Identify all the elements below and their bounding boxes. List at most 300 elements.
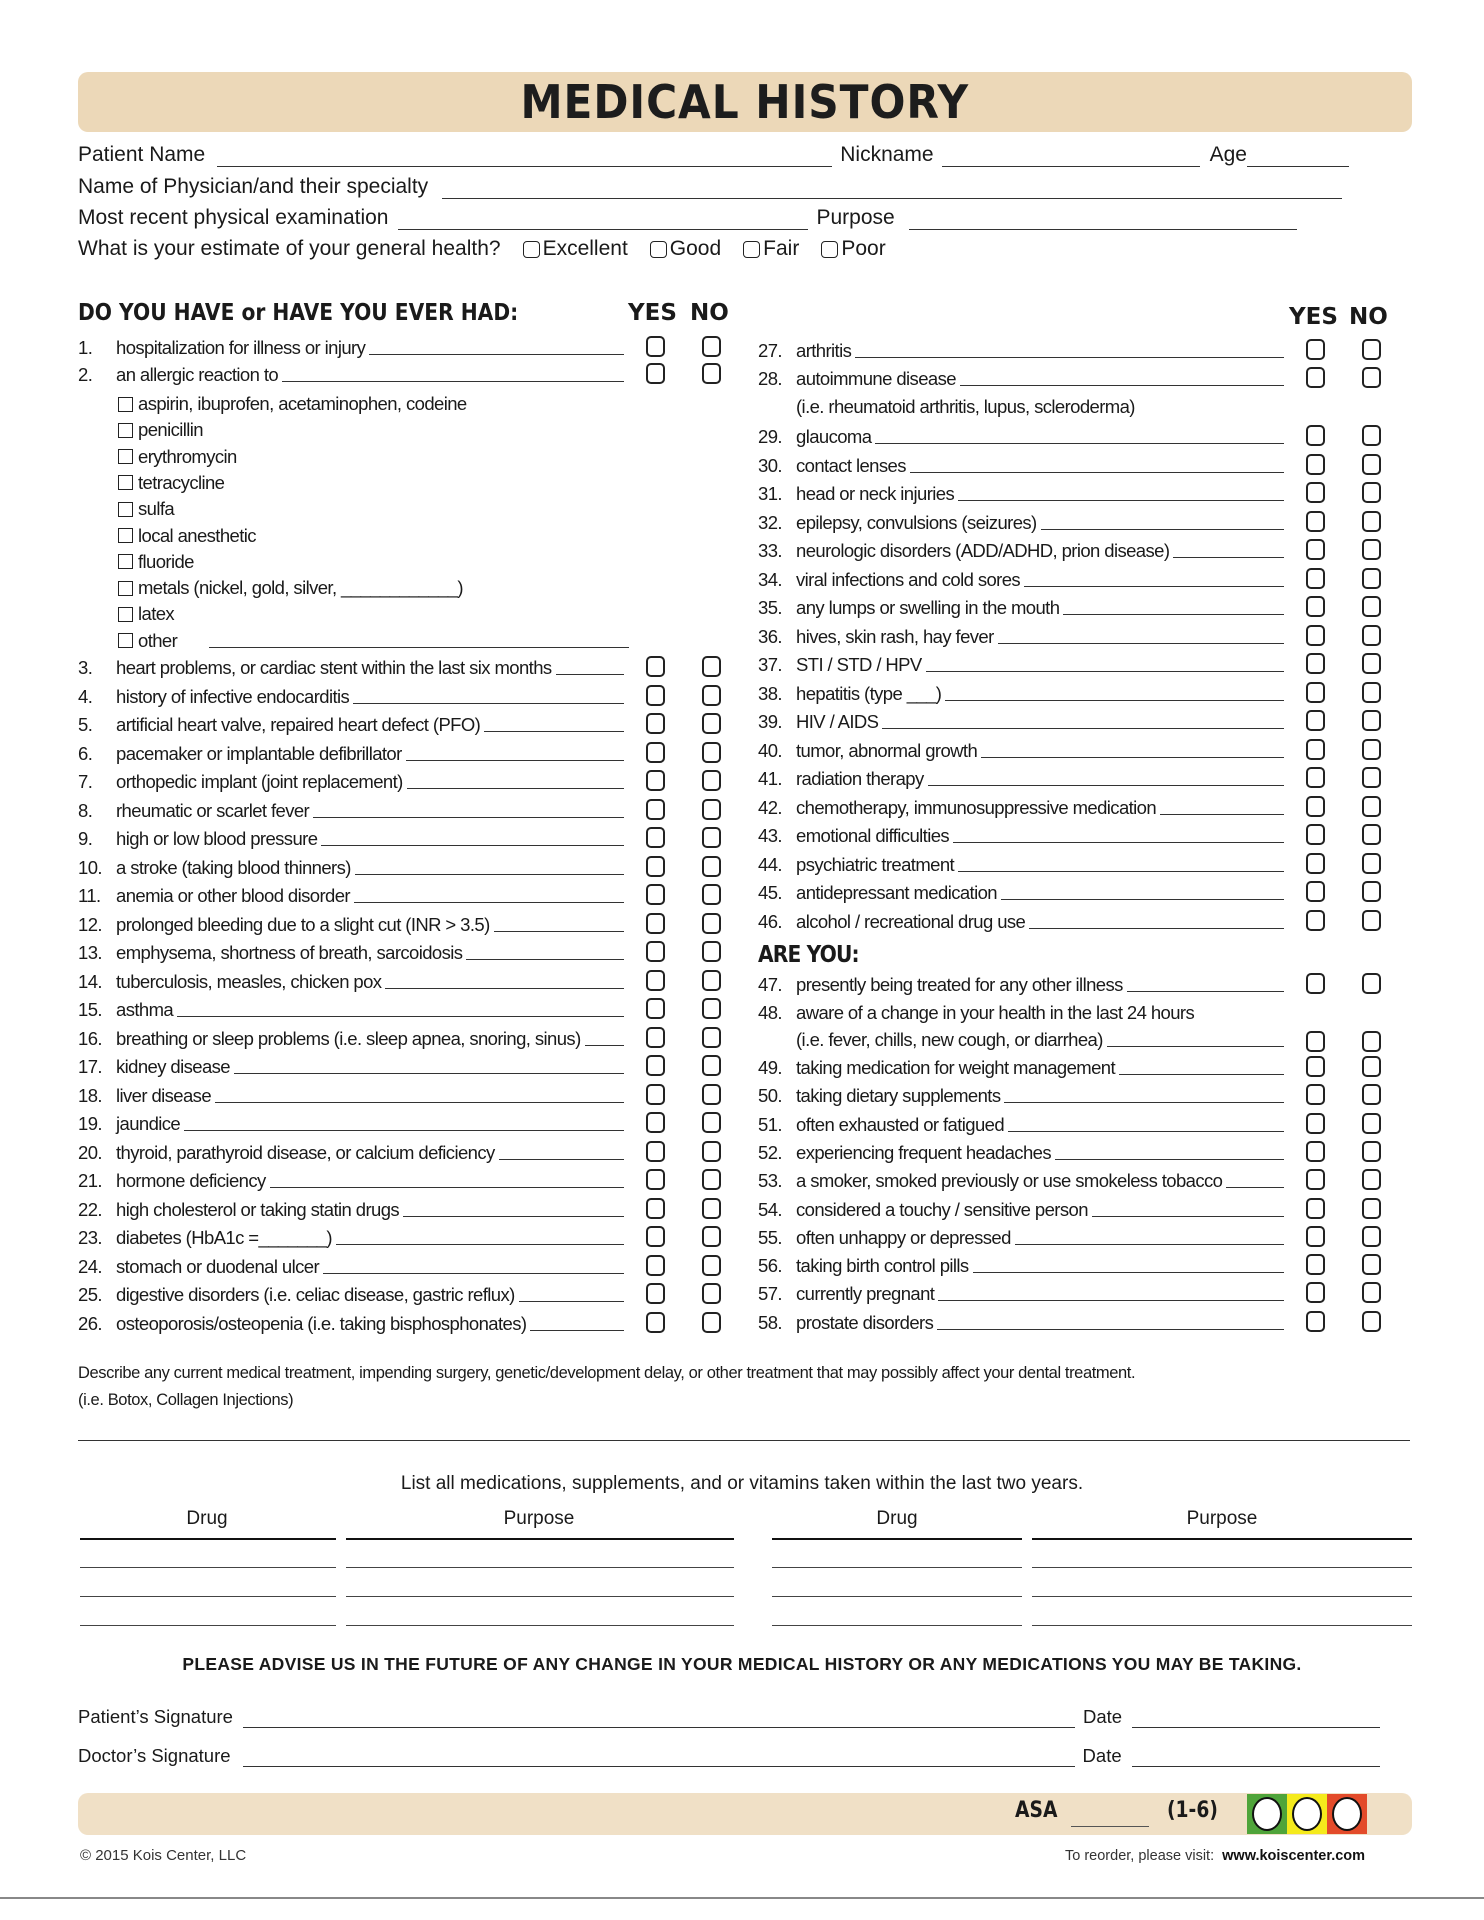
no-checkbox[interactable] xyxy=(1362,367,1381,388)
question-text: thyroid, parathyroid disease, or calcium deficiency xyxy=(116,1141,495,1163)
answer-field[interactable] xyxy=(403,1216,624,1217)
answer-field[interactable] xyxy=(1160,814,1284,815)
answer-field[interactable] xyxy=(369,354,624,355)
yes-checkbox[interactable] xyxy=(646,827,665,848)
no-checkbox[interactable] xyxy=(1362,482,1381,503)
no-checkbox[interactable] xyxy=(1362,1311,1381,1332)
yes-checkbox[interactable] xyxy=(1306,1031,1325,1052)
yes-checkbox[interactable] xyxy=(646,1226,665,1247)
yes-checkbox[interactable] xyxy=(646,1112,665,1133)
purpose-field[interactable] xyxy=(346,1596,734,1597)
patient-signature-label: Patient’s Signature xyxy=(78,1706,233,1727)
no-checkbox[interactable] xyxy=(1362,511,1381,532)
yes-checkbox[interactable] xyxy=(1306,973,1325,994)
yes-checkbox[interactable] xyxy=(646,713,665,734)
answer-field[interactable] xyxy=(282,381,624,382)
answer-field[interactable] xyxy=(926,671,1284,672)
answer-field[interactable] xyxy=(1004,1102,1284,1103)
checkbox-icon[interactable] xyxy=(118,607,133,622)
no-checkbox[interactable] xyxy=(1362,596,1381,617)
no-checkbox[interactable] xyxy=(1362,710,1381,731)
no-checkbox[interactable] xyxy=(702,1055,721,1076)
yes-checkbox[interactable] xyxy=(646,1027,665,1048)
purpose-field[interactable] xyxy=(1032,1596,1412,1597)
answer-field[interactable] xyxy=(938,1300,1284,1301)
checkbox-icon[interactable] xyxy=(118,633,133,648)
drug-field[interactable] xyxy=(80,1596,336,1597)
risk-indicator-yellow[interactable] xyxy=(1287,1794,1327,1834)
question-row xyxy=(78,796,624,822)
purpose-field[interactable] xyxy=(1032,1625,1412,1626)
answer-field[interactable] xyxy=(1015,1244,1284,1245)
no-checkbox[interactable] xyxy=(1362,1084,1381,1105)
question-row xyxy=(758,1053,1284,1079)
question-row xyxy=(758,907,1284,933)
reorder-link[interactable]: www.koiscenter.com xyxy=(1222,1848,1366,1864)
answer-field[interactable] xyxy=(998,643,1284,644)
circle-icon xyxy=(1252,1797,1282,1831)
question-row xyxy=(758,451,1284,477)
drug-field[interactable] xyxy=(772,1596,1022,1597)
question-row xyxy=(78,1252,624,1278)
yes-checkbox[interactable] xyxy=(1306,824,1325,845)
no-checkbox[interactable] xyxy=(702,856,721,877)
no-checkbox[interactable] xyxy=(702,1226,721,1247)
nickname-field[interactable] xyxy=(942,149,1200,167)
allergy-option[interactable]: sulfa xyxy=(118,498,174,520)
advisory-notice: PLEASE ADVISE US IN THE FUTURE OF ANY CHANGE IN YOUR MEDICAL HISTORY OR ANY MEDICATIONS YOU MAY BE TAKING. xyxy=(182,1654,1302,1674)
no-checkbox[interactable] xyxy=(1362,682,1381,703)
purpose-field[interactable] xyxy=(1032,1567,1412,1568)
yes-checkbox[interactable] xyxy=(1306,1254,1325,1275)
answer-field[interactable] xyxy=(530,1330,624,1331)
answer-field[interactable] xyxy=(323,1273,624,1274)
question-text: currently pregnant xyxy=(796,1283,935,1305)
page-title: MEDICAL HISTORY xyxy=(520,75,970,129)
health-option-poor[interactable]: Poor xyxy=(821,237,885,261)
answer-field[interactable] xyxy=(1092,1216,1284,1217)
yes-checkbox[interactable] xyxy=(646,1169,665,1190)
yes-checkbox[interactable] xyxy=(646,1312,665,1333)
answer-field[interactable] xyxy=(519,1301,624,1302)
answer-field[interactable] xyxy=(937,1329,1284,1330)
no-checkbox[interactable] xyxy=(702,685,721,706)
purpose-field[interactable] xyxy=(346,1625,734,1626)
circle-icon xyxy=(1292,1797,1322,1831)
yes-checkbox[interactable] xyxy=(1306,454,1325,475)
answer-field[interactable] xyxy=(184,1130,624,1131)
answer-field[interactable] xyxy=(1107,1046,1284,1047)
no-checkbox[interactable] xyxy=(702,713,721,734)
yes-checkbox[interactable] xyxy=(1306,1084,1325,1105)
yes-checkbox[interactable] xyxy=(1306,1311,1325,1332)
no-checkbox[interactable] xyxy=(1362,1254,1381,1275)
question-row xyxy=(78,360,624,386)
yes-checkbox[interactable] xyxy=(1306,539,1325,560)
yes-checkbox[interactable] xyxy=(646,884,665,905)
answer-field[interactable] xyxy=(960,385,1284,386)
answer-field[interactable] xyxy=(484,731,624,732)
yes-checkbox[interactable] xyxy=(1306,682,1325,703)
no-checkbox[interactable] xyxy=(1362,1198,1381,1219)
no-checkbox[interactable] xyxy=(702,1027,721,1048)
answer-field[interactable] xyxy=(882,728,1284,729)
no-checkbox[interactable] xyxy=(1362,1056,1381,1077)
answer-field[interactable] xyxy=(1008,1131,1284,1132)
question-note: (i.e. fever, chills, new cough, or diarrhea) xyxy=(796,1025,1284,1051)
exam-label: Most recent physical examination xyxy=(78,206,389,229)
no-checkbox[interactable] xyxy=(702,770,721,791)
no-checkbox[interactable] xyxy=(1362,796,1381,817)
checkbox-icon[interactable] xyxy=(118,528,133,543)
no-checkbox[interactable] xyxy=(1362,1141,1381,1162)
no-checkbox[interactable] xyxy=(1362,425,1381,446)
no-checkbox[interactable] xyxy=(702,1084,721,1105)
no-checkbox[interactable] xyxy=(1362,454,1381,475)
answer-field[interactable] xyxy=(875,443,1284,444)
purpose-field[interactable] xyxy=(346,1567,734,1568)
answer-field[interactable] xyxy=(234,1073,624,1074)
question-row xyxy=(78,1138,624,1164)
no-checkbox[interactable] xyxy=(1362,1169,1381,1190)
no-checkbox[interactable] xyxy=(1362,1113,1381,1134)
answer-field[interactable] xyxy=(1173,557,1284,558)
purpose-column-header-1: Purpose xyxy=(503,1508,575,1529)
question-text: arthritis xyxy=(796,340,852,361)
answer-field[interactable] xyxy=(494,931,624,932)
yes-checkbox[interactable] xyxy=(1306,1169,1325,1190)
patient-name-field[interactable] xyxy=(217,149,832,167)
answer-field[interactable] xyxy=(1041,529,1284,530)
question-number: 58. xyxy=(758,1311,782,1333)
checkbox-icon[interactable] xyxy=(118,554,133,569)
yes-checkbox[interactable] xyxy=(1306,910,1325,931)
answer-field[interactable] xyxy=(177,1016,624,1017)
answer-field[interactable] xyxy=(973,1272,1284,1273)
physician-field[interactable] xyxy=(442,181,1342,199)
question-text: taking birth control pills xyxy=(796,1255,969,1277)
checkbox-icon[interactable] xyxy=(821,241,838,258)
question-text: tuberculosis, measles, chicken pox xyxy=(116,970,382,992)
drug-column-header-2: Drug xyxy=(876,1508,918,1529)
no-checkbox[interactable] xyxy=(702,799,721,820)
yes-checkbox[interactable] xyxy=(1306,1141,1325,1162)
answer-field[interactable] xyxy=(499,1159,624,1160)
allergy-option[interactable]: other xyxy=(118,630,629,652)
allergy-option[interactable]: aspirin, ibuprofen, acetaminophen, codeine xyxy=(118,393,467,415)
no-checkbox[interactable] xyxy=(702,1112,721,1133)
answer-field[interactable] xyxy=(1055,1159,1284,1160)
yes-checkbox[interactable] xyxy=(646,685,665,706)
risk-indicator-green[interactable] xyxy=(1247,1794,1287,1834)
question-row xyxy=(78,682,624,708)
allergy-option[interactable]: local anesthetic xyxy=(118,525,256,547)
no-checkbox[interactable] xyxy=(1362,625,1381,646)
patient-signature-field[interactable] xyxy=(243,1710,1075,1728)
question-number: 21. xyxy=(78,1170,102,1191)
no-checkbox[interactable] xyxy=(702,1169,721,1190)
no-checkbox[interactable] xyxy=(1362,1031,1381,1052)
answer-field[interactable] xyxy=(1001,899,1284,900)
no-checkbox[interactable] xyxy=(702,941,721,962)
yes-checkbox[interactable] xyxy=(1306,1282,1325,1303)
answer-field[interactable] xyxy=(313,817,624,818)
yes-checkbox[interactable] xyxy=(646,856,665,877)
doctor-date-field[interactable] xyxy=(1132,1749,1380,1767)
checkbox-icon[interactable] xyxy=(118,449,133,464)
question-row xyxy=(758,565,1284,591)
yes-checkbox[interactable] xyxy=(1306,482,1325,503)
no-checkbox[interactable] xyxy=(1362,973,1381,994)
yes-checkbox[interactable] xyxy=(1306,710,1325,731)
checkbox-icon[interactable] xyxy=(118,475,133,490)
question-text: pacemaker or implantable defibrillator xyxy=(116,742,402,764)
yes-checkbox[interactable] xyxy=(646,1055,665,1076)
yes-checkbox[interactable] xyxy=(1306,796,1325,817)
question-row xyxy=(758,736,1284,762)
question-text: glaucoma xyxy=(796,426,872,447)
no-checkbox[interactable] xyxy=(702,742,721,763)
yes-checkbox[interactable] xyxy=(1306,625,1325,646)
no-checkbox[interactable] xyxy=(702,884,721,905)
yes-checkbox[interactable] xyxy=(646,742,665,763)
drug-field[interactable] xyxy=(80,1625,336,1626)
allergy-option[interactable]: tetracycline xyxy=(118,472,224,494)
answer-field[interactable] xyxy=(953,842,1284,843)
drug-field[interactable] xyxy=(80,1567,336,1568)
question-number: 49. xyxy=(758,1057,782,1078)
no-checkbox[interactable] xyxy=(1362,653,1381,674)
question-row xyxy=(758,1110,1284,1136)
checkbox-icon[interactable] xyxy=(118,581,133,596)
question-number: 18. xyxy=(78,1084,102,1106)
no-checkbox[interactable] xyxy=(1362,568,1381,589)
question-number: 4. xyxy=(78,685,93,707)
question-number: 43. xyxy=(758,825,782,846)
no-checkbox[interactable] xyxy=(1362,853,1381,874)
yes-checkbox[interactable] xyxy=(1306,1198,1325,1219)
question-text: radiation therapy xyxy=(796,768,924,789)
yes-checkbox[interactable] xyxy=(646,1084,665,1105)
no-column-header-right: NO xyxy=(1349,304,1388,330)
yes-checkbox[interactable] xyxy=(646,1198,665,1219)
question-row xyxy=(78,1195,624,1221)
no-checkbox[interactable] xyxy=(702,1255,721,1276)
answer-field[interactable] xyxy=(215,1102,624,1103)
no-checkbox[interactable] xyxy=(1362,1226,1381,1247)
no-checkbox[interactable] xyxy=(702,970,721,991)
answer-field[interactable] xyxy=(353,703,624,704)
exam-field[interactable] xyxy=(398,212,808,230)
question-number: 1. xyxy=(78,337,93,358)
yes-checkbox[interactable] xyxy=(646,998,665,1019)
answer-field[interactable] xyxy=(406,760,624,761)
no-checkbox[interactable] xyxy=(702,363,721,384)
checkbox-icon[interactable] xyxy=(523,241,540,258)
yes-checkbox[interactable] xyxy=(646,913,665,934)
no-checkbox[interactable] xyxy=(702,913,721,934)
purpose-label: Purpose xyxy=(816,206,895,229)
answer-field[interactable] xyxy=(958,871,1284,872)
answer-field[interactable] xyxy=(855,357,1284,358)
no-checkbox[interactable] xyxy=(1362,767,1381,788)
no-checkbox[interactable] xyxy=(702,998,721,1019)
no-checkbox[interactable] xyxy=(1362,1282,1381,1303)
answer-field[interactable] xyxy=(1226,1187,1284,1188)
yes-checkbox[interactable] xyxy=(1306,653,1325,674)
question-number: 34. xyxy=(758,568,782,590)
yes-checkbox[interactable] xyxy=(1306,1226,1325,1247)
drug-field[interactable] xyxy=(772,1567,1022,1568)
allergy-option[interactable]: fluoride xyxy=(118,551,194,573)
question-text: emphysema, shortness of breath, sarcoidosis xyxy=(116,942,463,963)
yes-checkbox[interactable] xyxy=(646,799,665,820)
answer-field[interactable] xyxy=(1024,586,1284,587)
health-option-excellent[interactable]: Excellent xyxy=(523,237,628,261)
answer-field[interactable] xyxy=(336,1244,624,1245)
no-checkbox[interactable] xyxy=(1362,881,1381,902)
question-number: 31. xyxy=(758,483,782,504)
question-number: 39. xyxy=(758,711,782,732)
age-field[interactable] xyxy=(1247,149,1349,167)
doctor-signature-field[interactable] xyxy=(243,1749,1075,1767)
answer-field[interactable] xyxy=(1063,614,1284,615)
allergy-option[interactable]: latex xyxy=(118,603,174,625)
answer-field[interactable] xyxy=(407,788,624,789)
question-text: hives, skin rash, hay fever xyxy=(796,625,994,647)
answer-field[interactable] xyxy=(466,959,624,960)
yes-checkbox[interactable] xyxy=(1306,425,1325,446)
describe-field[interactable] xyxy=(78,1440,1410,1441)
yes-checkbox[interactable] xyxy=(646,363,665,384)
yes-checkbox[interactable] xyxy=(1306,881,1325,902)
column-header-rule xyxy=(1032,1538,1412,1540)
yes-checkbox[interactable] xyxy=(1306,1113,1325,1134)
question-text: kidney disease xyxy=(116,1056,230,1077)
answer-field[interactable] xyxy=(354,902,624,903)
yes-checkbox[interactable] xyxy=(646,1141,665,1162)
risk-indicator-red[interactable] xyxy=(1327,1794,1367,1834)
no-checkbox[interactable] xyxy=(1362,339,1381,360)
question-row xyxy=(758,821,1284,847)
question-row xyxy=(78,333,624,359)
question-text: liver disease xyxy=(116,1084,212,1106)
drug-field[interactable] xyxy=(772,1625,1022,1626)
asa-field[interactable] xyxy=(1071,1826,1149,1827)
no-checkbox[interactable] xyxy=(702,1283,721,1304)
question-row xyxy=(78,910,624,936)
yes-checkbox[interactable] xyxy=(1306,596,1325,617)
answer-field[interactable] xyxy=(981,757,1284,758)
title-banner xyxy=(78,72,1412,132)
no-checkbox[interactable] xyxy=(702,656,721,677)
answer-field[interactable] xyxy=(910,472,1284,473)
no-checkbox[interactable] xyxy=(1362,910,1381,931)
question-row xyxy=(78,1223,624,1249)
yes-checkbox[interactable] xyxy=(646,656,665,677)
question-row xyxy=(78,995,624,1021)
allergy-option[interactable]: erythromycin xyxy=(118,446,237,468)
yes-checkbox[interactable] xyxy=(646,1255,665,1276)
other-allergy-field[interactable] xyxy=(209,634,629,648)
question-text: hospitalization for illness or injury xyxy=(116,337,366,358)
health-option-fair[interactable]: Fair xyxy=(743,237,799,261)
yes-checkbox[interactable] xyxy=(1306,568,1325,589)
patient-date-field[interactable] xyxy=(1132,1710,1380,1728)
exam-row xyxy=(78,206,1297,230)
question-text: STI / STD / HPV xyxy=(796,654,922,675)
question-number: 24. xyxy=(78,1255,102,1277)
no-checkbox[interactable] xyxy=(1362,739,1381,760)
no-checkbox[interactable] xyxy=(702,827,721,848)
answer-field[interactable] xyxy=(1029,928,1284,929)
yes-checkbox[interactable] xyxy=(1306,367,1325,388)
checkbox-icon[interactable] xyxy=(118,502,133,517)
asa-range: (1-6) xyxy=(1167,1798,1218,1823)
yes-checkbox[interactable] xyxy=(1306,767,1325,788)
yes-checkbox[interactable] xyxy=(646,770,665,791)
no-checkbox[interactable] xyxy=(702,1198,721,1219)
physician-row xyxy=(78,175,1342,199)
yes-checkbox[interactable] xyxy=(1306,511,1325,532)
checkbox-icon[interactable] xyxy=(118,397,133,412)
general-health-row xyxy=(78,237,908,261)
answer-field[interactable] xyxy=(1119,1074,1284,1075)
answer-field[interactable] xyxy=(355,874,624,875)
question-number: 52. xyxy=(758,1141,782,1163)
answer-field[interactable] xyxy=(958,500,1284,501)
answer-field[interactable] xyxy=(385,988,624,989)
answer-field[interactable] xyxy=(945,700,1284,701)
question-text: presently being treated for any other illness xyxy=(796,974,1123,995)
purpose-field[interactable] xyxy=(909,212,1297,230)
checkbox-icon[interactable] xyxy=(650,241,667,258)
checkbox-icon[interactable] xyxy=(118,423,133,438)
answer-field[interactable] xyxy=(556,674,624,675)
allergy-option[interactable]: penicillin xyxy=(118,419,203,441)
patient-name-label: Patient Name xyxy=(78,143,206,166)
answer-field[interactable] xyxy=(585,1045,624,1046)
yes-checkbox[interactable] xyxy=(646,970,665,991)
question-row xyxy=(758,1251,1284,1277)
no-checkbox[interactable] xyxy=(1362,824,1381,845)
question-row xyxy=(78,967,624,993)
question-row xyxy=(78,1024,624,1050)
answer-field[interactable] xyxy=(321,845,624,846)
answer-field[interactable] xyxy=(1127,991,1284,992)
allergy-option[interactable]: metals (nickel, gold, silver, ____________) xyxy=(118,577,463,599)
yes-checkbox[interactable] xyxy=(646,941,665,962)
question-row xyxy=(78,653,624,679)
no-checkbox[interactable] xyxy=(702,336,721,357)
yes-checkbox[interactable] xyxy=(1306,339,1325,360)
question-number: 42. xyxy=(758,796,782,818)
no-checkbox[interactable] xyxy=(1362,539,1381,560)
no-checkbox[interactable] xyxy=(702,1312,721,1333)
yes-checkbox[interactable] xyxy=(1306,1056,1325,1077)
question-number: 11. xyxy=(78,885,101,906)
yes-checkbox[interactable] xyxy=(1306,739,1325,760)
answer-field[interactable] xyxy=(928,785,1284,786)
checkbox-icon[interactable] xyxy=(743,241,760,258)
yes-checkbox[interactable] xyxy=(646,1283,665,1304)
question-number: 14. xyxy=(78,970,102,992)
health-option-good[interactable]: Good xyxy=(650,237,721,261)
yes-checkbox[interactable] xyxy=(1306,853,1325,874)
answer-field[interactable] xyxy=(270,1187,624,1188)
no-checkbox[interactable] xyxy=(702,1141,721,1162)
yes-checkbox[interactable] xyxy=(646,336,665,357)
